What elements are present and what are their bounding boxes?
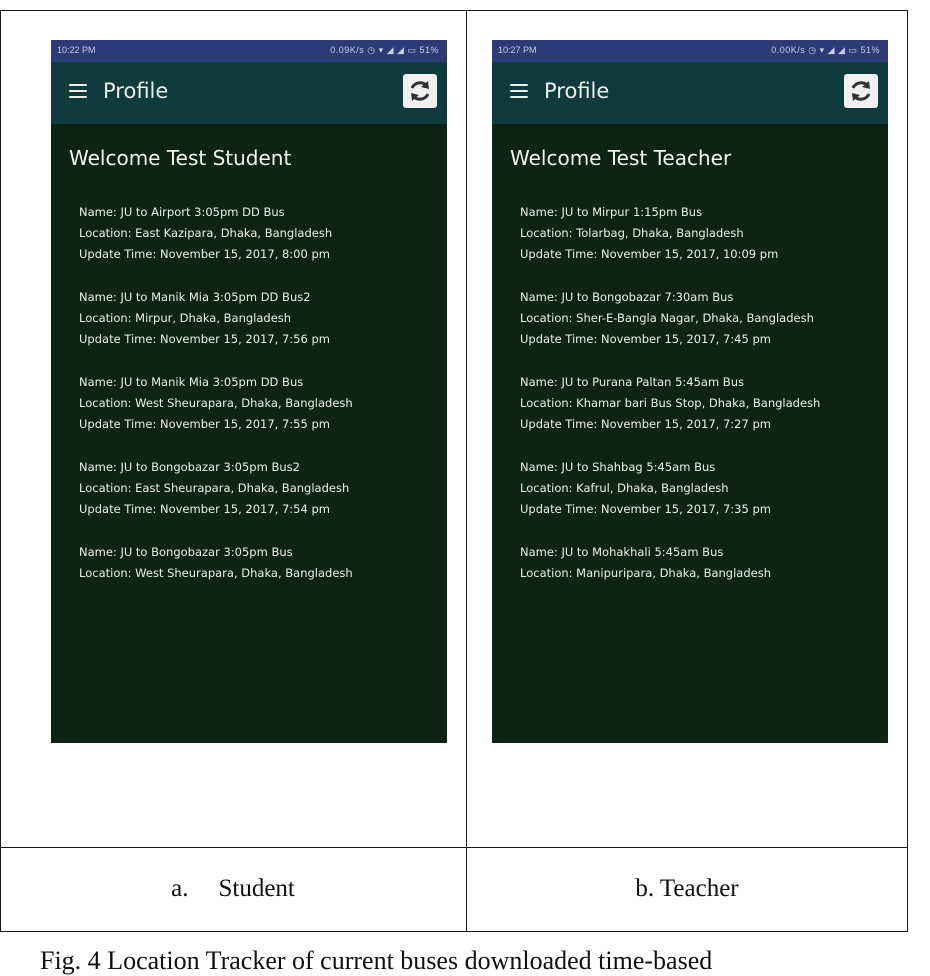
teacher-phone-screen xyxy=(492,40,888,743)
bus-list xyxy=(492,202,888,584)
welcome-heading: Welcome Test Teacher xyxy=(510,146,732,170)
status-indicators: 0.09K/s ◷ ▾ ◢ ◢ ▭ 51% xyxy=(330,45,439,55)
bus-location: Location: East Sheurapara, Dhaka, Bangladesh xyxy=(79,481,350,495)
bus-update-time: Update Time: November 15, 2017, 7:27 pm xyxy=(520,417,771,431)
bus-name: Name: JU to Bongobazar 3:05pm Bus xyxy=(79,545,293,559)
bus-update-time: Update Time: November 15, 2017, 7:55 pm xyxy=(79,417,330,431)
bus-location: Location: West Sheurapara, Dhaka, Bangladesh xyxy=(79,566,353,580)
table-center-divider xyxy=(466,10,467,932)
app-bar xyxy=(492,62,888,124)
caption-a-text: Student xyxy=(218,875,295,902)
bus-update-time: Update Time: November 15, 2017, 8:00 pm xyxy=(79,247,330,261)
table-bottom-border xyxy=(0,931,908,932)
list-item[interactable] xyxy=(492,542,888,584)
list-item[interactable] xyxy=(51,287,447,350)
hamburger-menu-icon[interactable] xyxy=(510,84,528,98)
bus-location: Location: Khamar bari Bus Stop, Dhaka, Bangladesh xyxy=(520,396,821,410)
list-item[interactable] xyxy=(492,287,888,350)
bus-location: Location: Mirpur, Dhaka, Bangladesh xyxy=(79,311,292,325)
list-item[interactable] xyxy=(492,202,888,265)
refresh-button[interactable] xyxy=(844,74,878,108)
bus-name: Name: JU to Purana Paltan 5:45am Bus xyxy=(520,375,744,389)
list-item[interactable] xyxy=(51,542,447,584)
status-bar xyxy=(492,40,888,62)
figure-caption: Fig. 4 Location Tracker of current buses downloaded time-based xyxy=(40,946,713,975)
caption-a-label: a. xyxy=(171,875,189,902)
bus-name: Name: JU to Bongobazar 3:05pm Bus2 xyxy=(79,460,300,474)
caption-b-text: b. Teacher xyxy=(635,875,739,902)
caption-teacher xyxy=(467,848,907,930)
list-item[interactable] xyxy=(492,372,888,435)
app-bar xyxy=(51,62,447,124)
bus-location: Location: Sher-E-Bangla Nagar, Dhaka, Bangladesh xyxy=(520,311,814,325)
bus-location: Location: Manipuripara, Dhaka, Bangladesh xyxy=(520,566,771,580)
refresh-icon xyxy=(848,78,874,104)
bus-location: Location: Tolarbag, Dhaka, Bangladesh xyxy=(520,226,744,240)
refresh-button[interactable] xyxy=(403,74,437,108)
bus-name: Name: JU to Shahbag 5:45am Bus xyxy=(520,460,716,474)
bus-name: Name: JU to Manik Mia 3:05pm DD Bus2 xyxy=(79,290,311,304)
caption-student xyxy=(0,848,466,930)
bus-update-time: Update Time: November 15, 2017, 7:54 pm xyxy=(79,502,330,516)
bus-name: Name: JU to Airport 3:05pm DD Bus xyxy=(79,205,285,219)
bus-update-time: Update Time: November 15, 2017, 7:35 pm xyxy=(520,502,771,516)
bus-update-time: Update Time: November 15, 2017, 7:56 pm xyxy=(79,332,330,346)
status-bar xyxy=(51,40,447,62)
app-bar-title: Profile xyxy=(544,79,610,103)
status-time: 10:27 PM xyxy=(498,45,537,55)
status-time: 10:22 PM xyxy=(57,45,96,55)
refresh-icon xyxy=(407,78,433,104)
list-item[interactable] xyxy=(51,202,447,265)
bus-update-time: Update Time: November 15, 2017, 7:45 pm xyxy=(520,332,771,346)
bus-list xyxy=(51,202,447,584)
bus-name: Name: JU to Mirpur 1:15pm Bus xyxy=(520,205,703,219)
bus-location: Location: Kafrul, Dhaka, Bangladesh xyxy=(520,481,729,495)
table-top-border xyxy=(0,10,908,11)
hamburger-menu-icon[interactable] xyxy=(69,84,87,98)
welcome-heading: Welcome Test Student xyxy=(69,146,292,170)
bus-name: Name: JU to Bongobazar 7:30am Bus xyxy=(520,290,734,304)
table-right-border xyxy=(907,10,908,932)
table-left-border xyxy=(0,10,1,932)
list-item[interactable] xyxy=(51,457,447,520)
bus-name: Name: JU to Mohakhali 5:45am Bus xyxy=(520,545,724,559)
bus-location: Location: West Sheurapara, Dhaka, Bangladesh xyxy=(79,396,353,410)
status-indicators: 0.00K/s ◷ ▾ ◢ ◢ ▭ 51% xyxy=(771,45,880,55)
list-item[interactable] xyxy=(492,457,888,520)
app-bar-title: Profile xyxy=(103,79,169,103)
bus-update-time: Update Time: November 15, 2017, 10:09 pm xyxy=(520,247,779,261)
bus-name: Name: JU to Manik Mia 3:05pm DD Bus xyxy=(79,375,304,389)
list-item[interactable] xyxy=(51,372,447,435)
student-phone-screen xyxy=(51,40,447,743)
bus-location: Location: East Kazipara, Dhaka, Bangladesh xyxy=(79,226,333,240)
